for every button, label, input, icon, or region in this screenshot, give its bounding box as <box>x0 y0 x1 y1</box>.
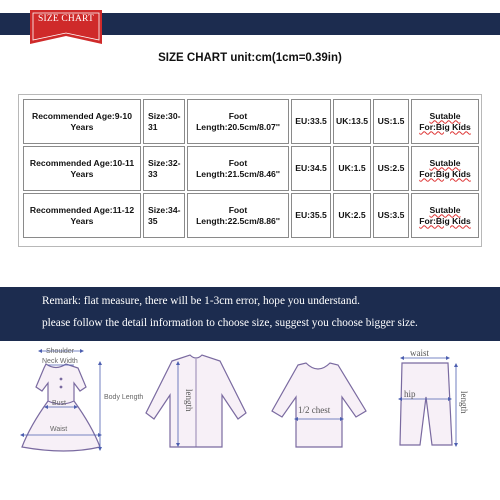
body-length-label: Body Length <box>104 394 144 401</box>
table-row <box>23 146 479 191</box>
button-dot-icon <box>60 378 63 381</box>
ribbon-label: SIZE CHART <box>37 14 95 24</box>
pants-diagram <box>400 348 469 445</box>
bust-label: Bust <box>52 400 67 407</box>
shoulder-label: Shoulder <box>46 348 75 355</box>
eu-cell: EU:33.5 <box>291 99 331 144</box>
size-cell: Size:30-31 <box>143 99 185 144</box>
size-table-frame <box>18 94 482 247</box>
suitable-label: Sutable For:Big Kids <box>419 110 471 132</box>
pants-outline-icon <box>400 363 452 445</box>
page-title: SIZE CHART unit:cm(1cm=0.39in) <box>158 52 342 64</box>
us-cell: US:1.5 <box>373 99 409 144</box>
suitable-cell <box>411 146 479 191</box>
uk-cell: UK:13.5 <box>333 99 371 144</box>
age-cell: Recommended Age:10-11 Years <box>23 146 141 191</box>
eu-cell: EU:34.5 <box>291 146 331 191</box>
uk-cell: UK:1.5 <box>333 146 371 191</box>
us-cell: US:3.5 <box>373 193 409 238</box>
uk-cell: UK:2.5 <box>333 193 371 238</box>
foot-length-cell: Foot Length:21.5cm/8.46'' <box>187 146 289 191</box>
age-cell: Recommended Age:11-12 Years <box>23 193 141 238</box>
dress-outline-icon <box>22 364 100 451</box>
foot-length-cell: Foot Length:20.5cm/8.07'' <box>187 99 289 144</box>
remark-advice-text: please follow the detail information to choose size, suggest you choose bigger size. <box>42 317 418 329</box>
pants-length-label: length <box>459 391 469 414</box>
chest-label: 1/2 chest <box>298 405 331 415</box>
suitable-cell <box>411 193 479 238</box>
suitable-label: Sutable For:Big Kids <box>419 204 471 226</box>
shirt-length-label: length <box>184 389 194 412</box>
size-chart-ribbon <box>28 10 104 48</box>
size-cell: Size:34-35 <box>143 193 185 238</box>
suitable-cell <box>411 99 479 144</box>
pants-waist-label: waist <box>410 348 429 358</box>
table-row <box>23 99 479 144</box>
button-dot-icon <box>60 386 63 389</box>
sweater-diagram <box>272 363 366 447</box>
dress-diagram <box>22 348 143 451</box>
waist-label: Waist <box>50 426 68 433</box>
shirt-diagram <box>146 355 246 447</box>
remark-text: Remark: flat measure, there will be 1-3cm error, hope you understand. <box>42 295 360 307</box>
table-row <box>23 193 479 238</box>
neck-width-label: Neck Width <box>42 358 78 365</box>
size-cell: Size:32-33 <box>143 146 185 191</box>
remark-bar <box>0 287 500 341</box>
hip-label: hip <box>404 389 416 399</box>
measurement-diagrams <box>0 341 500 500</box>
foot-length-cell: Foot Length:22.5cm/8.86'' <box>187 193 289 238</box>
age-cell: Recommended Age:9-10 Years <box>23 99 141 144</box>
suitable-label: Sutable For:Big Kids <box>419 157 471 179</box>
us-cell: US:2.5 <box>373 146 409 191</box>
size-table <box>21 97 481 240</box>
eu-cell: EU:35.5 <box>291 193 331 238</box>
